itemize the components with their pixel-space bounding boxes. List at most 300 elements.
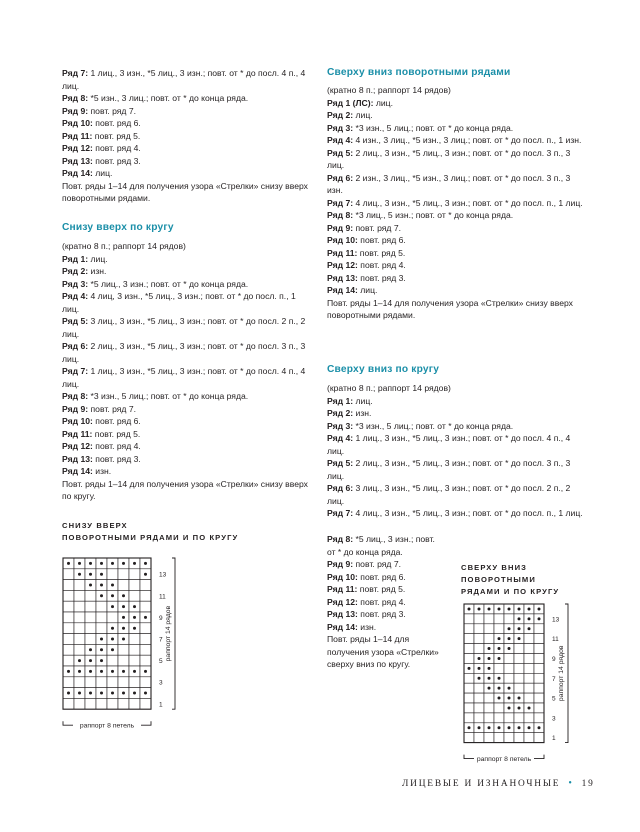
grid-cell <box>534 703 544 713</box>
purl-dot <box>508 706 511 709</box>
row-number: Ряд 1 (ЛС): <box>327 97 374 108</box>
pattern-row <box>327 571 439 584</box>
purl-dot <box>122 562 125 565</box>
pattern-row <box>327 482 585 507</box>
pattern-row <box>327 457 585 482</box>
grid-cell <box>85 612 96 623</box>
grid-cell <box>107 698 118 709</box>
grid-cell <box>96 698 107 709</box>
grid-cell <box>474 713 484 723</box>
purl-dot <box>89 670 92 673</box>
grid-cell <box>474 644 484 654</box>
pattern-row <box>327 558 439 571</box>
purl-dot <box>488 687 491 690</box>
section-bottom-up-round <box>62 240 310 503</box>
grid-cell <box>484 624 494 634</box>
grid-cell <box>74 612 85 623</box>
row-number: Ряд 9: <box>62 403 89 414</box>
section-top-down-flat <box>327 84 585 322</box>
row-number-label: 7 <box>159 636 163 644</box>
section-top-down-round <box>327 382 585 520</box>
pattern-row <box>62 130 310 143</box>
row-number: Ряд 11: <box>62 130 93 141</box>
purl-dot <box>78 562 81 565</box>
pattern-row <box>327 122 585 135</box>
grid-cell <box>140 590 151 601</box>
repeat-rows-bracket <box>172 558 175 709</box>
purl-dot <box>111 584 114 587</box>
row-number: Ряд 7: <box>62 68 89 78</box>
grid-cell <box>63 569 74 580</box>
row-instruction: 2 лиц., 3 изн., *5 лиц., 3 изн.; повт. от * до посл. 3 п., 3 лиц. <box>62 341 306 364</box>
grid-cell <box>118 698 129 709</box>
row-number: Ряд 12: <box>62 143 93 153</box>
row-number: Ряд 11: <box>327 247 358 258</box>
grid-cell <box>85 623 96 634</box>
row-number: Ряд 4: <box>327 135 354 145</box>
grid-cell <box>524 733 534 743</box>
purl-dot <box>111 605 114 608</box>
purl-dot <box>78 670 81 673</box>
grid-cell <box>140 623 151 634</box>
row-number: Ряд 12: <box>327 596 358 607</box>
row-number-label: 5 <box>552 695 556 703</box>
row-instruction: повт. ряд 3. <box>92 155 141 166</box>
left-top-rows <box>62 67 310 205</box>
heading-bottom-up-round: Снизу вверх по кругу <box>62 222 174 233</box>
purl-dot <box>122 616 125 619</box>
purl-dot <box>100 562 103 565</box>
grid-cell <box>118 580 129 591</box>
purl-dot <box>508 627 511 630</box>
row-number: Ряд 4: <box>327 433 354 443</box>
grid-cell <box>129 569 140 580</box>
caption-line: ПОВОРОТНЫМИ РЯДАМИ И ПО КРУГУ <box>62 533 239 542</box>
purl-dot <box>100 584 103 587</box>
grid-cell <box>129 590 140 601</box>
row-instruction: повт. ряд 3. <box>357 609 406 619</box>
purl-dot <box>122 670 125 673</box>
purl-dot <box>122 605 125 608</box>
intro: (кратно 8 п.; раппорт 14 рядов) <box>327 85 451 95</box>
row-instruction: 2 лиц., 3 изн., *5 лиц., 3 изн.; повт. от * до посл. 3 п., 3 лиц. <box>327 458 571 481</box>
purl-dot <box>133 670 136 673</box>
grid-cell <box>129 677 140 688</box>
grid-cell <box>74 590 85 601</box>
row-number: Ряд 4: <box>62 291 89 301</box>
footer-bullet: • <box>568 778 574 789</box>
purl-dot <box>144 692 147 695</box>
pattern-row <box>327 432 585 457</box>
purl-dot <box>133 605 136 608</box>
row-instruction: повт. ряд 5. <box>357 584 406 594</box>
grid-cell <box>494 703 504 713</box>
grid-cell <box>74 580 85 591</box>
pattern-row <box>327 109 585 122</box>
pattern-row <box>327 395 585 408</box>
chart-right-grid <box>456 598 596 768</box>
row-instruction: 4 лиц, 3 изн., *5 лиц., 3 изн.; повт. от * до посл. п., 1 лиц. <box>62 291 296 314</box>
row-instruction: лиц. <box>357 285 378 295</box>
pattern-row <box>62 142 310 155</box>
purl-dot <box>538 607 541 610</box>
grid-cell <box>504 654 514 664</box>
row-instruction: повт. ряд 4. <box>92 143 141 153</box>
grid-cell <box>534 713 544 723</box>
rows <box>327 395 585 520</box>
row-number: Ряд 6: <box>62 341 89 351</box>
grid-cell <box>504 663 514 673</box>
pattern-row <box>62 340 310 365</box>
row-instruction: *3 лиц., 5 изн.; повт. от * до конца ряда. <box>353 210 514 220</box>
purl-dot <box>508 647 511 650</box>
grid-cell <box>85 698 96 709</box>
grid-cell <box>63 580 74 591</box>
row-instruction: повт. ряд 4. <box>92 441 141 451</box>
purl-dot <box>518 637 521 640</box>
purl-dot <box>478 677 481 680</box>
grid-cell <box>140 655 151 666</box>
grid-cell <box>534 634 544 644</box>
row-instruction: 4 лиц., 3 изн., *5 лиц., 3 изн.; повт. от * до посл. п., 1 лиц. <box>353 197 583 208</box>
row-instruction: Повт. ряды 1–14 для получения узора «Стрелки» снизу вверх по кругу. <box>62 478 308 501</box>
pattern-row <box>62 403 310 416</box>
row-instruction: изн. <box>92 466 112 476</box>
purl-dot <box>488 677 491 680</box>
grid-cell <box>464 634 474 644</box>
row-instruction: Повт. ряды 1–14 для получения узора «Стрелки» снизу вверх поворотными рядами. <box>327 297 573 320</box>
row-number: Ряд 8: <box>62 93 89 103</box>
purl-dot <box>100 594 103 597</box>
pattern-row <box>327 297 585 322</box>
purl-dot <box>498 726 501 729</box>
grid-cell <box>74 677 85 688</box>
grid-cell <box>464 654 474 664</box>
purl-dot <box>100 573 103 576</box>
row-number: Ряд 9: <box>327 222 354 233</box>
row-number: Ряд 14: <box>62 466 93 476</box>
row-instruction: повт. ряд 7. <box>353 222 401 233</box>
heading-top-down-round: Сверху вниз по кругу <box>327 364 440 375</box>
grid-cell <box>524 673 534 683</box>
purl-dot <box>498 637 501 640</box>
pattern-row <box>62 453 310 466</box>
row-instruction: 4 лиц., 3 изн., *5 лиц., 3 изн.; повт. от * до посл. п., 1 лиц. <box>353 508 583 518</box>
row-instruction: повт. ряд 7. <box>88 403 136 414</box>
grid-cell <box>74 623 85 634</box>
pattern-row <box>62 290 310 315</box>
row-instruction: 4 изн., 3 лиц., *5 изн., 3 лиц.; повт. от * до посл. п., 1 изн. <box>353 135 582 145</box>
grid-cell <box>474 693 484 703</box>
row-instruction: повт. ряд 6. <box>92 416 141 426</box>
row-instruction: изн. <box>353 408 372 418</box>
chart-right-caption <box>461 562 559 598</box>
grid-cell <box>85 634 96 645</box>
grid-cell <box>464 624 474 634</box>
grid-cell <box>504 733 514 743</box>
row-instruction: *3 изн., 5 лиц.; повт. от * до конца ряда. <box>353 122 514 133</box>
grid-cell <box>464 673 474 683</box>
row-number-label: 9 <box>159 614 163 622</box>
row-instruction: 3 лиц., 3 изн., *5 лиц., 3 изн.; повт. от * до посл. 2 п., 2 лиц. <box>327 483 571 506</box>
grid-cell <box>63 590 74 601</box>
pattern-row <box>327 247 585 260</box>
purl-dot <box>111 627 114 630</box>
row-number: Ряд 14: <box>327 285 358 295</box>
grid-cell <box>464 713 474 723</box>
pattern-row <box>327 234 585 247</box>
grid-cell <box>514 654 524 664</box>
grid-cell <box>474 614 484 624</box>
purl-dot <box>67 670 70 673</box>
grid-cell <box>63 698 74 709</box>
purl-dot <box>508 637 511 640</box>
grid-cell <box>129 644 140 655</box>
purl-dot <box>144 616 147 619</box>
purl-dot <box>508 607 511 610</box>
caption-line: СНИЗУ ВВЕРХ <box>62 521 128 530</box>
row-instruction: *5 лиц., 3 изн.; повт. от * до конца ряда. <box>88 278 249 289</box>
row-instruction: повт. ряд 5. <box>92 130 141 141</box>
row-number: Ряд 5: <box>62 316 89 326</box>
grid-cell <box>524 634 534 644</box>
row-instruction: повт. ряд 6. <box>92 118 141 128</box>
grid-cell <box>140 644 151 655</box>
grid-cell <box>129 655 140 666</box>
row-number: Ряд 8: <box>327 534 354 544</box>
pattern-row <box>327 633 439 671</box>
grid-cell <box>474 703 484 713</box>
row-instruction: повт. ряд 6. <box>357 571 406 582</box>
grid-cell <box>140 601 151 612</box>
grid-cell <box>534 654 544 664</box>
purl-dot <box>468 667 471 670</box>
purl-dot <box>478 607 481 610</box>
grid-cell <box>514 644 524 654</box>
pattern-row <box>327 97 585 110</box>
purl-dot <box>478 657 481 660</box>
purl-dot <box>498 697 501 700</box>
grid-cell <box>484 614 494 624</box>
pattern-row <box>62 167 310 180</box>
grid-cell <box>140 677 151 688</box>
page-footer <box>402 778 595 789</box>
purl-dot <box>78 573 81 576</box>
chart-left-caption <box>62 520 238 544</box>
grid-cell <box>484 634 494 644</box>
repeat-stitches-label: раппорт 8 петель <box>476 755 532 763</box>
pattern-row <box>327 134 585 147</box>
grid-cell <box>118 677 129 688</box>
grid-cell <box>534 693 544 703</box>
purl-dot <box>498 687 501 690</box>
purl-dot <box>89 573 92 576</box>
pattern-row <box>62 478 310 503</box>
purl-dot <box>488 667 491 670</box>
row-number: Ряд 13: <box>62 453 93 464</box>
grid-cell <box>129 580 140 591</box>
grid-cell <box>74 698 85 709</box>
grid-cell <box>484 713 494 723</box>
pattern-row <box>327 596 439 609</box>
row-instruction: 3 лиц., 3 изн., *5 лиц., 3 изн.; повт. от * до посл. 2 п., 2 лиц. <box>62 316 306 339</box>
purl-dot <box>518 607 521 610</box>
purl-dot <box>518 627 521 630</box>
row-number: Ряд 11: <box>327 584 358 594</box>
purl-dot <box>100 638 103 641</box>
row-number-label: 13 <box>552 616 560 624</box>
grid-cell <box>494 614 504 624</box>
purl-dot <box>528 627 531 630</box>
repeat-rows-label: раппорт 14 рядов <box>165 605 172 662</box>
grid-cell <box>85 601 96 612</box>
purl-dot <box>133 627 136 630</box>
grid-cell <box>107 655 118 666</box>
row-instruction: *3 изн., 5 лиц.; повт. от * до конца ряда. <box>88 391 249 401</box>
purl-dot <box>144 670 147 673</box>
purl-dot <box>78 692 81 695</box>
pattern-row <box>327 533 439 558</box>
purl-dot <box>122 627 125 630</box>
grid-cell <box>107 612 118 623</box>
purl-dot <box>89 659 92 662</box>
row-number: Ряд 2: <box>327 408 354 418</box>
purl-dot <box>468 726 471 729</box>
pattern-row <box>327 172 585 197</box>
purl-dot <box>78 659 81 662</box>
row-number: Ряд 14: <box>62 168 93 178</box>
row-number: Ряд 14: <box>327 621 358 632</box>
row-number: Ряд 9: <box>327 559 354 569</box>
purl-dot <box>111 562 114 565</box>
grid-cell <box>63 655 74 666</box>
grid-cell <box>514 683 524 693</box>
grid-cell <box>474 634 484 644</box>
intro: (кратно 8 п.; раппорт 14 рядов) <box>327 383 451 393</box>
rows <box>62 253 310 503</box>
pattern-row <box>62 265 310 278</box>
row-instruction: повт. ряд 5. <box>357 247 406 258</box>
row-number-label: 7 <box>552 675 556 683</box>
purl-dot <box>488 657 491 660</box>
pattern-row <box>62 465 310 478</box>
row-number-label: 1 <box>552 735 556 743</box>
grid-cell <box>494 624 504 634</box>
repeat-stitches-label: раппорт 8 петель <box>79 722 135 730</box>
grid-cell <box>63 677 74 688</box>
grid-cell <box>63 623 74 634</box>
grid-cell <box>534 644 544 654</box>
purl-dot <box>498 647 501 650</box>
row-number: Ряд 1: <box>62 253 89 264</box>
row-number: Ряд 5: <box>327 458 354 468</box>
grid-cell <box>534 733 544 743</box>
row-instruction: лиц. <box>353 395 373 406</box>
row-number: Ряд 7: <box>62 366 89 376</box>
purl-dot <box>100 659 103 662</box>
row-number: Ряд 3: <box>62 278 89 289</box>
grid-cell <box>464 703 474 713</box>
purl-dot <box>122 638 125 641</box>
purl-dot <box>538 726 541 729</box>
pattern-row <box>327 284 585 297</box>
pattern-row <box>62 105 310 118</box>
row-instruction: лиц. <box>373 97 393 108</box>
chart-left-grid <box>55 552 195 742</box>
row-instruction: повт. ряд 3. <box>92 453 141 464</box>
pattern-row <box>62 67 310 92</box>
pattern-row <box>327 507 585 520</box>
grid-cell <box>484 733 494 743</box>
section-top-down-round-narrow <box>327 533 439 671</box>
grid-cell <box>514 663 524 673</box>
row-number-label: 11 <box>552 636 559 644</box>
grid-cell <box>464 644 474 654</box>
grid-cell <box>534 624 544 634</box>
row-instruction: повт. ряд 4. <box>357 596 406 607</box>
purl-dot <box>111 594 114 597</box>
purl-dot <box>111 648 114 651</box>
grid-cell <box>504 614 514 624</box>
grid-cell <box>534 663 544 673</box>
row-instruction: лиц. <box>88 253 108 264</box>
purl-dot <box>89 648 92 651</box>
grid-cell <box>504 673 514 683</box>
grid-cell <box>484 693 494 703</box>
row-number: Ряд 6: <box>327 483 354 493</box>
caption-line: ПОВОРОТНЫМИ <box>461 575 536 584</box>
grid-cell <box>129 634 140 645</box>
row-number: Ряд 11: <box>62 428 93 439</box>
grid-cell <box>464 693 474 703</box>
grid-cell <box>96 601 107 612</box>
purl-dot <box>538 617 541 620</box>
grid-cell <box>63 634 74 645</box>
pattern-row <box>327 197 585 210</box>
purl-dot <box>111 692 114 695</box>
row-number: Ряд 6: <box>327 172 354 183</box>
grid-cell <box>504 713 514 723</box>
grid-cell <box>474 624 484 634</box>
purl-dot <box>89 562 92 565</box>
row-instruction: *5 лиц., 3 изн.; повт. от * до конца ряда. <box>327 534 435 557</box>
row-number: Ряд 10: <box>327 571 358 582</box>
grid-cell <box>524 654 534 664</box>
purl-dot <box>122 692 125 695</box>
row-number: Ряд 3: <box>327 122 354 133</box>
row-instruction: повт. ряд 3. <box>357 272 406 283</box>
row-instruction: лиц. <box>92 168 113 178</box>
heading-top-down-flat: Сверху вниз поворотными рядами <box>327 67 511 78</box>
pattern-row <box>327 272 585 285</box>
row-number-label: 1 <box>159 701 163 709</box>
grid-cell <box>494 713 504 723</box>
row-instruction: Повт. ряды 1–14 для получения узора «Стрелки» снизу вверх поворотными рядами. <box>62 180 308 203</box>
row-number: Ряд 8: <box>327 210 354 220</box>
grid-cell <box>74 644 85 655</box>
row-instruction: 1 лиц., 3 изн., *5 лиц., 3 изн.; повт. от * до посл. 4 п., 4 лиц. <box>62 366 306 389</box>
intro: (кратно 8 п.; раппорт 14 рядов) <box>62 241 186 251</box>
purl-dot <box>133 616 136 619</box>
grid-cell <box>63 601 74 612</box>
grid-cell <box>524 713 534 723</box>
grid-cell <box>118 655 129 666</box>
grid-cell <box>63 644 74 655</box>
grid-cell <box>464 683 474 693</box>
grid-cell <box>514 673 524 683</box>
row-number: Ряд 10: <box>327 235 358 245</box>
grid-cell <box>464 733 474 743</box>
